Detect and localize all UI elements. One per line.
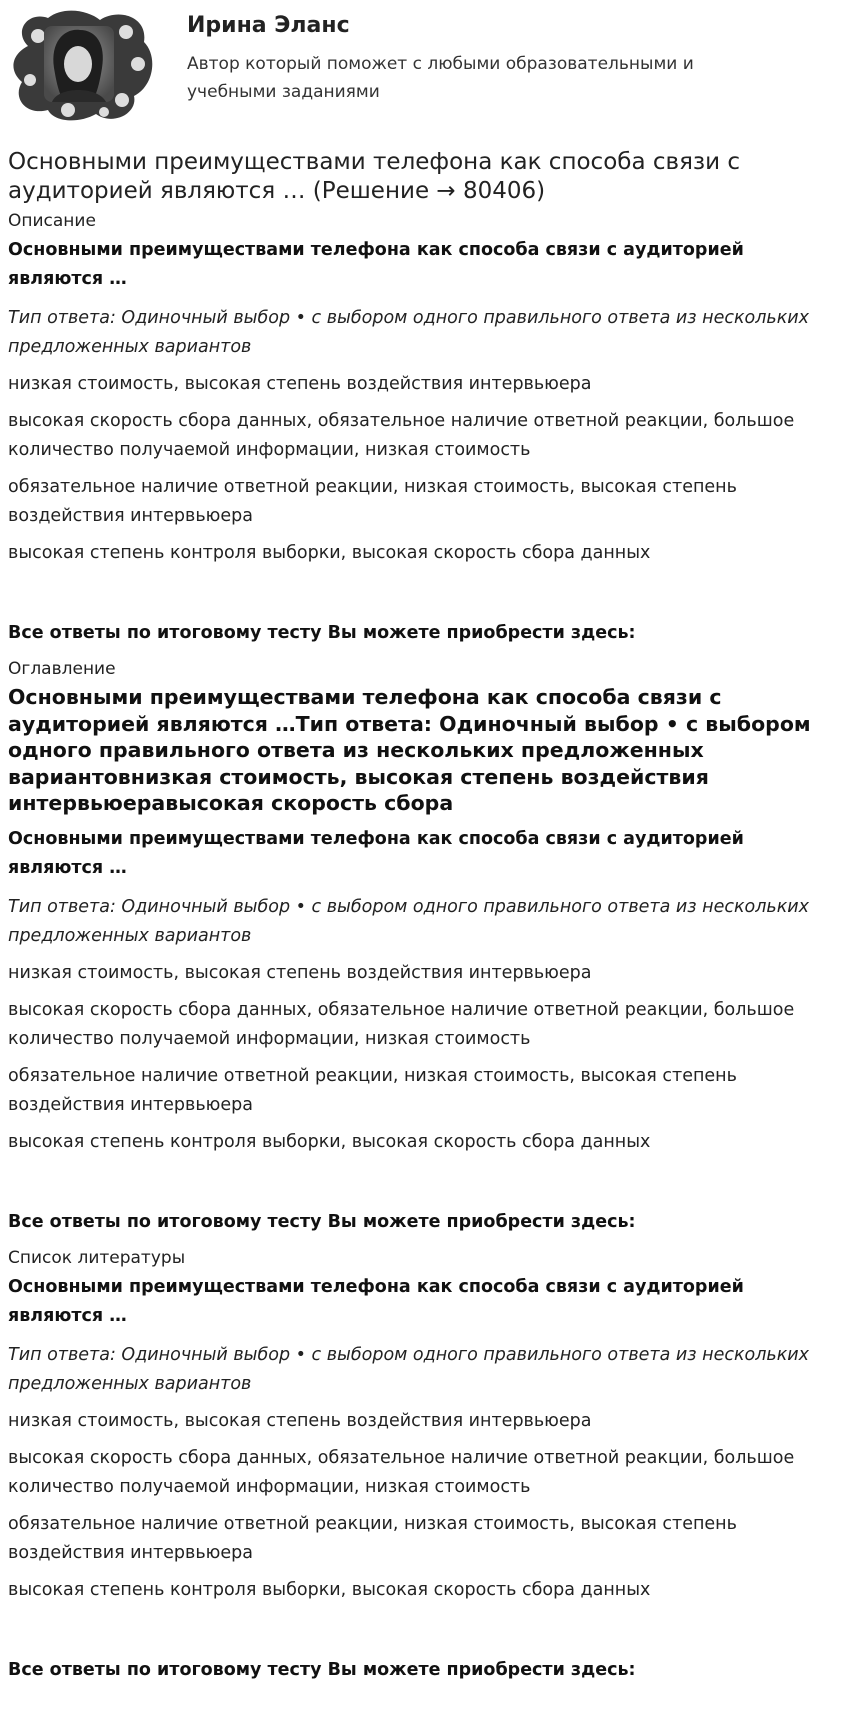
toc-heading: Основными преимуществами телефона как способа связи с аудиторией являются …Тип ответа: Одиночный выбор • с выбором одного правильного ответа из нескольких предложенных вариантовнизкая стоимость, высокая степень воздействия интервьюеравысокая скорость сбора — [8, 685, 811, 815]
section-label-toc: Оглавление — [8, 659, 116, 679]
answer-option: высокая скорость сбора данных, обязательное наличие ответной реакции, большое количество получаемой информации, низкая стоимость — [8, 411, 795, 460]
answer-option: высокая степень контроля выборки, высокая скорость сбора данных — [8, 1579, 651, 1600]
question-text: Основными преимуществами телефона как способа связи с аудиторией являются … — [8, 1276, 744, 1326]
literature-section — [8, 1247, 838, 1681]
answer-option: высокая скорость сбора данных, обязательное наличие ответной реакции, большое количество получаемой информации, низкая стоимость — [8, 999, 795, 1049]
page — [8, 0, 838, 1695]
section-label-literature: Список литературы — [8, 1247, 186, 1268]
answer-option: обязательное наличие ответной реакции, низкая стоимость, высокая степень воздействия интервьюера — [8, 477, 737, 526]
toc-section — [8, 658, 838, 1233]
author-description: Автор который поможет с любыми образовательными и учебными заданиями — [187, 54, 694, 102]
answer-option: обязательное наличие ответной реакции, низкая стоимость, высокая степень воздействия интервьюера — [8, 1513, 737, 1563]
description-section — [8, 210, 838, 644]
author-name[interactable]: Ирина Эланс — [187, 13, 350, 38]
answer-option: высокая скорость сбора данных, обязательное наличие ответной реакции, большое количество получаемой информации, низкая стоимость — [8, 1447, 795, 1497]
answer-type: Тип ответа: Одиночный выбор • с выбором одного правильного ответа из нескольких предложенных вариантов — [8, 896, 810, 946]
question-text: Основными преимуществами телефона как способа связи с аудиторией являются … — [8, 828, 744, 878]
page-title: Основными преимуществами телефона как способа связи с аудиторией являются … (Решение → 80406) — [8, 149, 741, 204]
purchase-link[interactable]: Все ответы по итоговому тесту Вы можете приобрести здесь: — [8, 1659, 636, 1680]
author-avatar[interactable] — [8, 6, 158, 124]
answer-option: обязательное наличие ответной реакции, низкая стоимость, высокая степень воздействия интервьюера — [8, 1065, 737, 1115]
answer-type: Тип ответа: Одиночный выбор • с выбором одного правильного ответа из нескольких предложенных вариантов — [8, 1344, 810, 1394]
section-label-description: Описание — [8, 211, 96, 231]
purchase-link[interactable]: Все ответы по итоговому тесту Вы можете приобрести здесь: — [8, 1211, 636, 1232]
answer-option: низкая стоимость, высокая степень воздействия интервьюера — [8, 962, 592, 983]
answer-option: высокая степень контроля выборки, высокая скорость сбора данных — [8, 1131, 651, 1152]
author-card — [8, 0, 838, 140]
answer-option: низкая стоимость, высокая степень воздействия интервьюера — [8, 374, 592, 394]
purchase-link[interactable]: Все ответы по итоговому тесту Вы можете приобрести здесь: — [8, 623, 636, 643]
answer-option: низкая стоимость, высокая степень воздействия интервьюера — [8, 1410, 592, 1431]
answer-option: высокая степень контроля выборки, высокая скорость сбора данных — [8, 543, 651, 563]
film-reel-avatar-icon — [8, 6, 158, 124]
answer-type: Тип ответа: Одиночный выбор • с выбором одного правильного ответа из нескольких предложенных вариантов — [8, 308, 810, 357]
question-text: Основными преимуществами телефона как способа связи с аудиторией являются … — [8, 240, 744, 289]
